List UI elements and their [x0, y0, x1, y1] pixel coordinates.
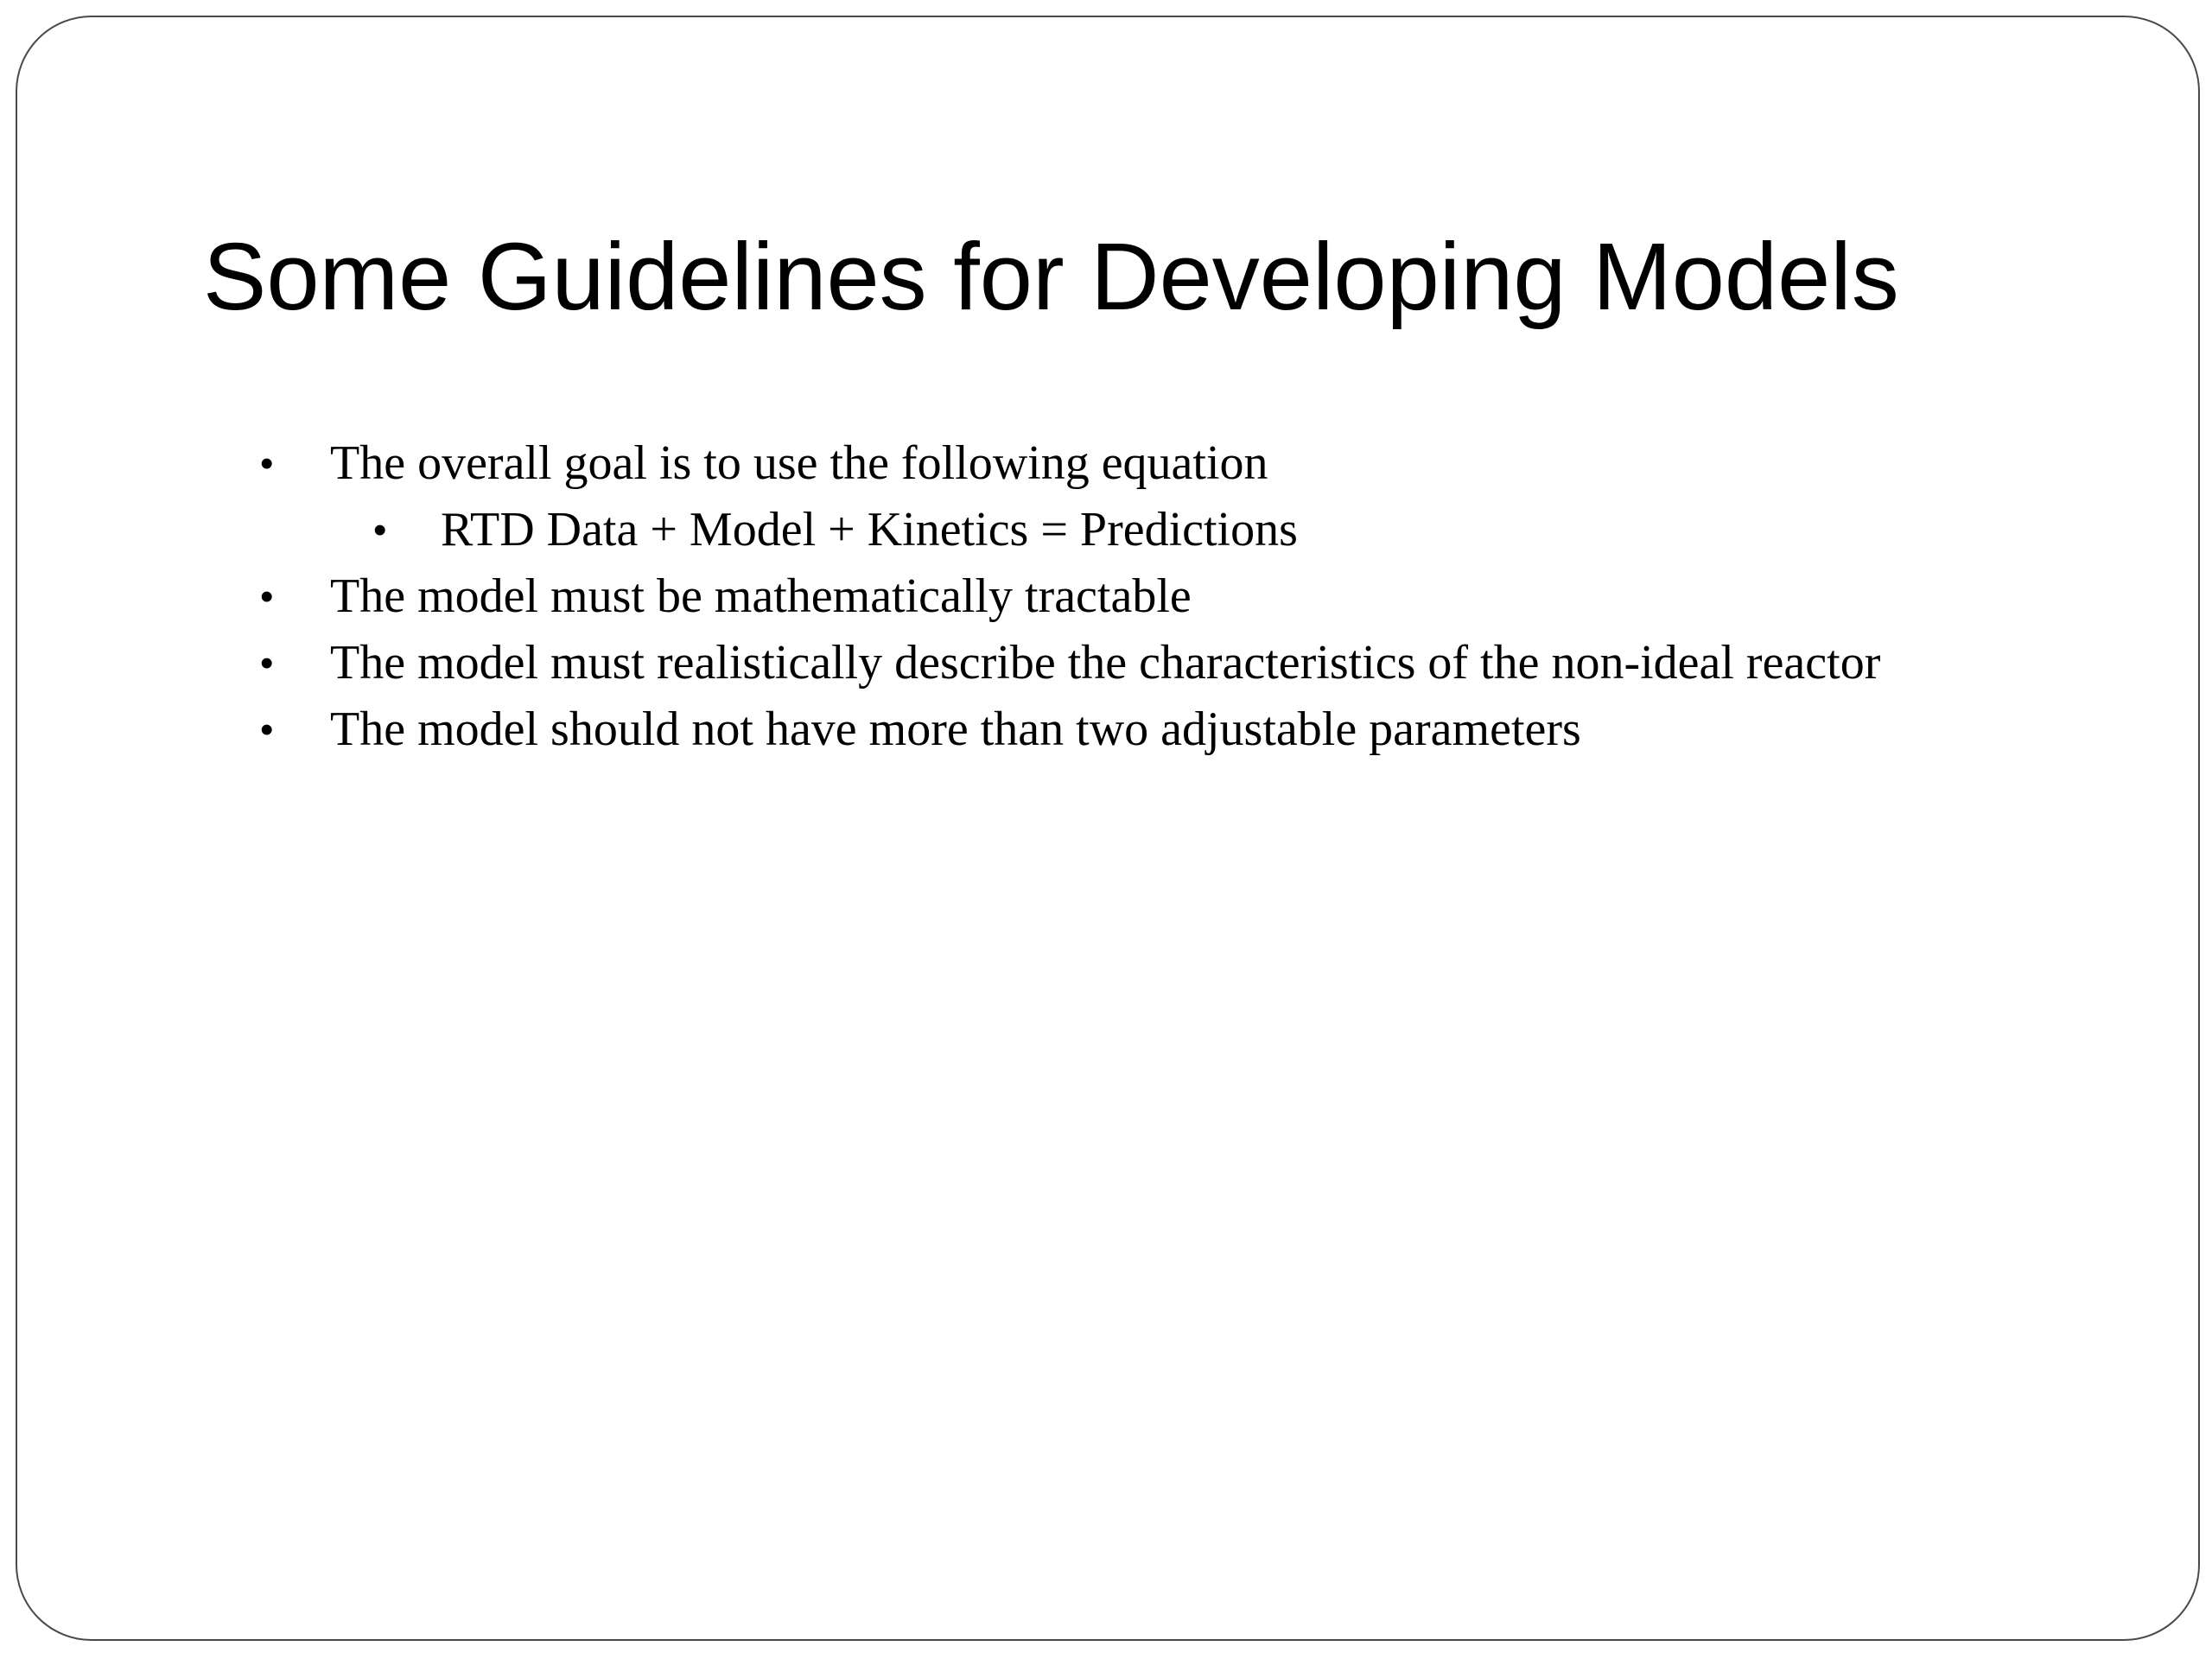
bullet-dot-icon: • [260, 642, 274, 684]
sub-bullet-item [17, 497, 2212, 563]
bullet-item [17, 563, 2212, 630]
bullet-text: The model must realistically describe the characteristics of the non-ideal reactor [330, 636, 1881, 690]
bullet-item [17, 630, 2212, 696]
slide-frame [16, 16, 2200, 1641]
bullet-text: The overall goal is to use the following equation [330, 436, 1268, 490]
bullet-dot-icon: • [260, 442, 274, 485]
bullet-dot-icon: • [260, 709, 274, 751]
bullet-item [17, 430, 2212, 497]
bullet-text: RTD Data + Model + Kinetics = Predictions [441, 503, 1298, 556]
bullet-text: The model must be mathematically tractable [330, 569, 1192, 623]
slide-title: Some Guidelines for Developing Models [203, 224, 1899, 330]
bullet-item [17, 696, 2212, 763]
bullet-dot-icon: • [260, 575, 274, 618]
bullet-dot-icon: • [373, 509, 387, 551]
bullet-text: The model should not have more than two adjustable parameters [330, 702, 1581, 756]
bullet-list [17, 430, 2212, 763]
